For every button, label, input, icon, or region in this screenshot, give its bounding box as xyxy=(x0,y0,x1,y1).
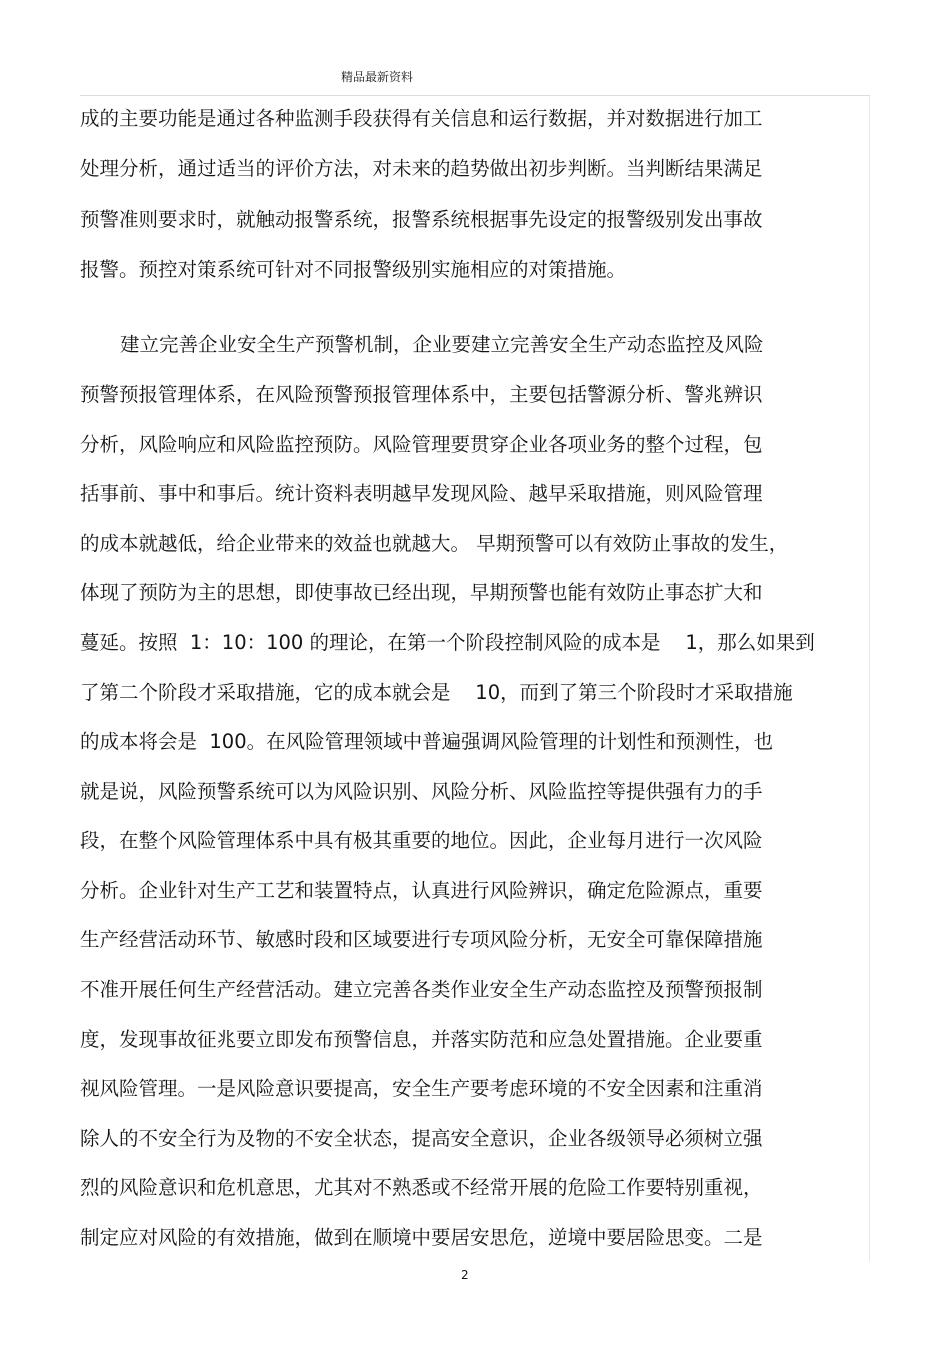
header-rule xyxy=(80,95,870,96)
text-line: 成的主要功能是通过各种监测手段获得有关信息和运行数据，并对数据进行加工 xyxy=(80,107,763,130)
text-line: 的成本将会是 100。在风险管理领域中普遍强调风险管理的计划性和预测性，也 xyxy=(80,730,774,753)
text-line: 建立完善企业安全生产预警机制，企业要建立完善安全生产动态监控及风险 xyxy=(120,333,764,356)
page-number: 2 xyxy=(461,1268,469,1282)
text-line: 不准开展任何生产经营活动。建立完善各类作业安全生产动态监控及预警预报制 xyxy=(80,978,763,1001)
text-line: 的成本就越低，给企业带来的效益也就越大。 早期预警可以有效防止事故的发生， xyxy=(80,532,789,555)
text-line: 制定应对风险的有效措施，做到在顺境中要居安思危，逆境中要居险思变。二是 xyxy=(80,1226,763,1249)
text-line: 处理分析，通过适当的评价方法，对未来的趋势做出初步判断。当判断结果满足 xyxy=(80,157,763,180)
text-line: 度，发现事故征兆要立即发布预警信息，并落实防范和应急处置措施。企业要重 xyxy=(80,1028,763,1051)
text-line: 括事前、事中和事后。统计资料表明越早发现风险、越早采取措施，则风险管理 xyxy=(80,482,763,505)
text-line: 视风险管理。一是风险意识要提高，安全生产要考虑环境的不安全因素和注重消 xyxy=(80,1077,763,1100)
text-line: 就是说，风险预警系统可以为风险识别、风险分析、风险监控等提供强有力的手 xyxy=(80,780,763,803)
text-line: 预警准则要求时，就触动报警系统，报警系统根据事先设定的报警级别发出事故 xyxy=(80,208,763,231)
right-margin-rule xyxy=(869,96,870,1261)
text-line: 分析，风险响应和风险监控预防。风险管理要贯穿企业各项业务的整个过程，包 xyxy=(80,433,763,456)
text-line: 蔓延。按照 1：10：100 的理论，在第一个阶段控制风险的成本是 1，那么如果到 xyxy=(80,631,815,654)
text-line: 报警。预控对策系统可针对不同报警级别实施相应的对策措施。 xyxy=(80,258,627,281)
text-line: 生产经营活动环节、敏感时段和区域要进行专项风险分析，无安全可靠保障措施 xyxy=(80,928,763,951)
text-line: 段，在整个风险管理体系中具有极其重要的地位。因此，企业每月进行一次风险 xyxy=(80,829,763,852)
page-header-text: 精品最新资料 xyxy=(341,70,414,84)
text-line: 体现了预防为主的思想，即使事故已经出现，早期预警也能有效防止事态扩大和 xyxy=(80,581,763,604)
text-line: 了第二个阶段才采取措施，它的成本就会是 10，而到了第三个阶段时才采取措施 xyxy=(80,681,793,704)
text-line: 除人的不安全行为及物的不安全状态，提高安全意识，企业各级领导必须树立强 xyxy=(80,1127,763,1150)
text-line: 预警预报管理体系，在风险预警预报管理体系中，主要包括警源分析、警兆辨识 xyxy=(80,383,763,406)
text-line: 烈的风险意识和危机意思，尤其对不熟悉或不经常开展的危险工作要特别重视， xyxy=(80,1176,763,1199)
text-line: 分析。企业针对生产工艺和装置特点，认真进行风险辨识，确定危险源点，重要 xyxy=(80,879,763,902)
